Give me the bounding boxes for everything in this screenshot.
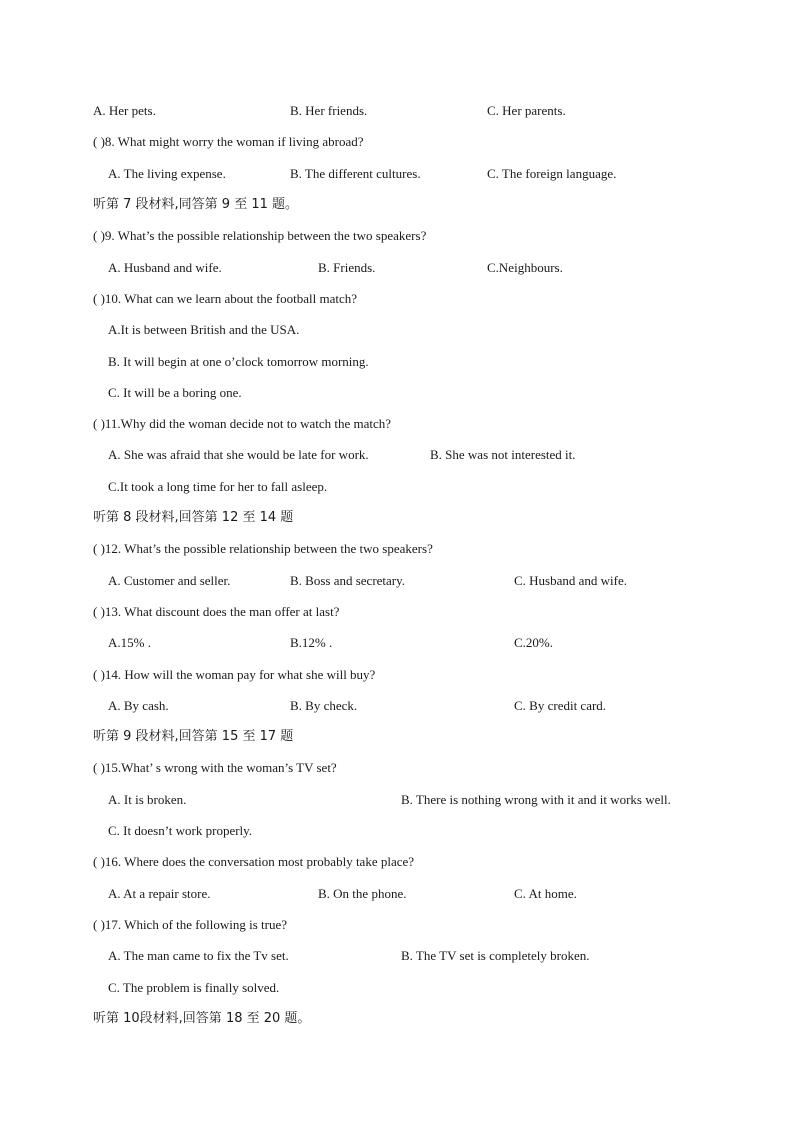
answer-option: C. Her parents. xyxy=(487,103,566,118)
question-stem: ( )13. What discount does the man offer at last? xyxy=(93,604,340,619)
question-stem: ( )10. What can we learn about the football match? xyxy=(93,291,357,306)
answer-option: C. It doesn’t work properly. xyxy=(108,823,253,838)
answer-option: A. She was afraid that she would be late for work. xyxy=(108,447,369,462)
answer-option: B. The different cultures. xyxy=(290,166,421,181)
answer-option: B. There is nothing wrong with it and it works well. xyxy=(401,792,671,807)
question-stem: ( )14. How will the woman pay for what she will buy? xyxy=(93,667,376,682)
answer-option: A. The living expense. xyxy=(108,166,226,181)
question-stem: ( )15.What’ s wrong with the woman’s TV set? xyxy=(93,760,337,775)
answer-option: B. Boss and secretary. xyxy=(290,573,406,588)
answer-option: A. It is broken. xyxy=(108,792,187,807)
answer-option: C. At home. xyxy=(514,886,577,901)
answer-option: A. By cash. xyxy=(108,698,169,713)
question-stem: ( )16. Where does the conversation most probably take place? xyxy=(93,854,415,869)
answer-option: C.20%. xyxy=(514,635,553,650)
question-stem: ( )9. What’s the possible relationship between the two speakers? xyxy=(93,228,427,243)
answer-option: A. At a repair store. xyxy=(108,886,211,901)
answer-option: B.12% . xyxy=(290,635,333,650)
answer-option: B. By check. xyxy=(290,698,358,713)
section-heading: 听第 7 段材料,同答第 9 至 11 题。 xyxy=(93,197,299,212)
answer-option: C. It will be a boring one. xyxy=(108,385,242,400)
answer-option: A.It is between British and the USA. xyxy=(108,322,300,337)
answer-option: C. The problem is finally solved. xyxy=(108,980,280,995)
answer-option: C. Husband and wife. xyxy=(514,573,628,588)
section-heading: 听第 8 段材料,回答第 12 至 14 题 xyxy=(93,510,294,525)
answer-option: B. She was not interested it. xyxy=(430,447,576,462)
answer-option: C.Neighbours. xyxy=(487,260,563,275)
answer-option: B. On the phone. xyxy=(318,886,407,901)
section-heading: 听第 9 段材料,回答第 15 至 17 题 xyxy=(93,729,294,744)
question-stem: ( )17. Which of the following is true? xyxy=(93,917,287,932)
answer-option: A. The man came to fix the Tv set. xyxy=(108,948,289,963)
answer-option: B. The TV set is completely broken. xyxy=(401,948,590,963)
question-stem: ( )11.Why did the woman decide not to watch the match? xyxy=(93,416,392,431)
question-stem: ( )12. What’s the possible relationship between the two speakers? xyxy=(93,541,433,556)
answer-option: B. It will begin at one o’clock tomorrow morning. xyxy=(108,354,369,369)
answer-option: A. Her pets. xyxy=(93,103,156,118)
section-heading: 听第 10段材料,回答第 18 至 20 题。 xyxy=(93,1011,311,1026)
answer-option: C. The foreign language. xyxy=(487,166,617,181)
answer-option: A.15% . xyxy=(108,635,151,650)
answer-option: A. Customer and seller. xyxy=(108,573,231,588)
question-stem: ( )8. What might worry the woman if living abroad? xyxy=(93,134,364,149)
answer-option: B. Her friends. xyxy=(290,103,368,118)
answer-option: A. Husband and wife. xyxy=(108,260,222,275)
answer-option: C.It took a long time for her to fall asleep. xyxy=(108,479,328,494)
answer-option: C. By credit card. xyxy=(514,698,607,713)
answer-option: B. Friends. xyxy=(318,260,376,275)
